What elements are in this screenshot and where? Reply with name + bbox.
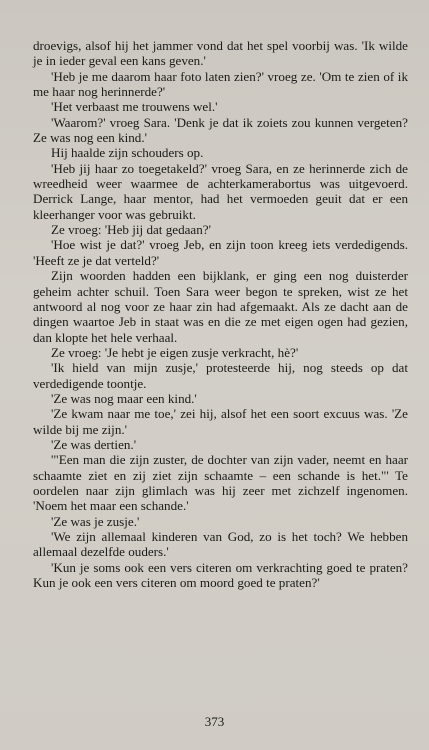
paragraph: Ze vroeg: 'Heb jij dat gedaan?' xyxy=(51,222,211,238)
paragraph: Zijn woorden hadden een bijklank, er ging een nog duisterder geheim achter schuil. Toen Sara weer begon te spreken, wist ze het antwoord al nog voor ze haar zin had afgemaakt. Als ze dacht aan de dingen waartoe Jeb in staat was en die ze met eigen ogen had gezien, dan klopte het hele verhaal. xyxy=(33,268,408,345)
paragraph: 'Waarom?' vroeg Sara. 'Denk je dat ik zoiets zou kunnen vergeten? Ze was nog een kind.' xyxy=(33,114,408,146)
paragraph: 'Ze was je zusje.' xyxy=(51,513,140,529)
paragraph: 'Kun je soms ook een vers citeren om verkrachting goed te praten? Kun je ook een vers citeren om moord goed te praten?' xyxy=(33,559,408,591)
paragraph: Hij haalde zijn schouders op. xyxy=(51,145,204,161)
body-text xyxy=(33,38,408,590)
paragraph: 'Ze was nog maar een kind.' xyxy=(51,390,197,406)
paragraph: 'Heb jij haar zo toegetakeld?' vroeg Sara, en ze herinnerde zich de wreedheid weer waarmee de achterkamerabortus was uitgevoerd. Derrick Lange, haar mentor, had het vermoeden geuit dat er een kleerhanger voor was gebruikt. xyxy=(33,160,408,222)
page-number: 373 xyxy=(204,714,225,729)
paragraph: 'Ze was dertien.' xyxy=(51,436,137,452)
paragraph: '"Een man die zijn zuster, de dochter van zijn vader, neemt en haar schaamte ziet en zij ziet zijn schaamte – een schande is het."' Te oordelen naar zijn glimlach was hij zeer met zichzelf ingenomen. 'Noem het maar een schande.' xyxy=(33,452,408,514)
paragraph: droevigs, alsof hij het jammer vond dat het spel voorbij was. 'Ik wilde je in ieder geval een kans geven.' xyxy=(33,38,408,69)
paragraph: 'Ik hield van mijn zusje,' protesteerde hij, nog steeds op dat verdedigende toontje. xyxy=(33,360,408,391)
paragraph: 'Heb je me daarom haar foto laten zien?' vroeg ze. 'Om te zien of ik me haar nog herinnerde?' xyxy=(33,68,408,100)
paragraph: Ze vroeg: 'Je hebt je eigen zusje verkracht, hè?' xyxy=(51,344,299,360)
paragraph: 'Het verbaast me trouwens wel.' xyxy=(51,99,218,115)
paragraph: 'Hoe wist je dat?' vroeg Jeb, en zijn toon kreeg iets verdedigends. 'Heeft ze je dat verteld?' xyxy=(33,237,408,268)
paragraph: 'We zijn allemaal kinderen van God, zo is het toch? We hebben allemaal dezelfde ouders.' xyxy=(33,529,408,560)
paragraph: 'Ze kwam naar me toe,' zei hij, alsof het een soort excuus was. 'Ze wilde bij me zijn.' xyxy=(33,406,408,437)
